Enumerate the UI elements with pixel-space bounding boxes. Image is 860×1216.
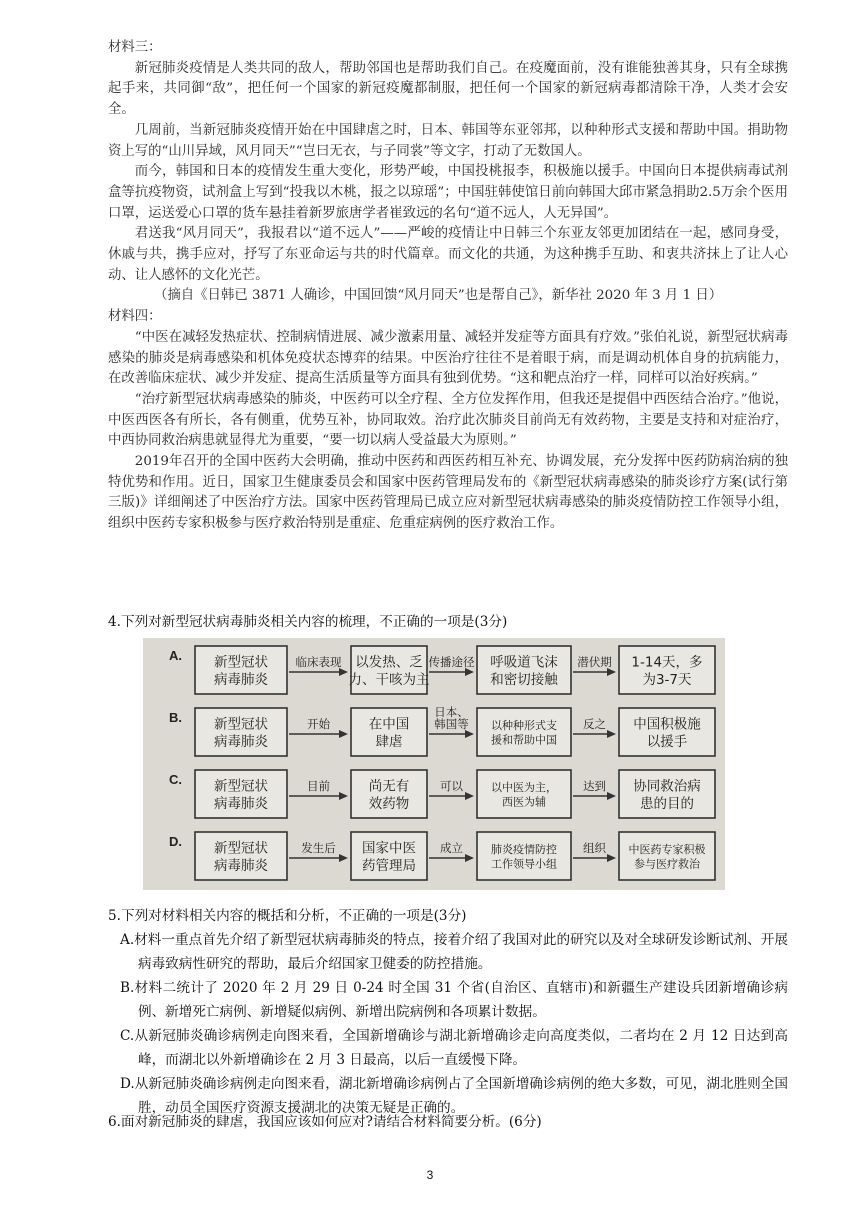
material3-paragraph-1: 新冠肺炎疫情是人类共同的敌人，帮助邻国也是帮助我们自己。在疫魔面前，没有谁能独善其身，只有全球携起手来，共同御“敌”，把任何一个国家的新冠疫魔都制服，把任何一个国家的新冠病毒都清除干净，人类才会安全。: [108, 60, 788, 118]
flow-box-text: 在中国肆虐: [368, 716, 410, 751]
page-number: 3: [426, 1168, 434, 1182]
flow-arrow-head: [465, 668, 474, 676]
flow-arrow-head: [339, 792, 348, 800]
flow-arrow-label: 达到: [583, 779, 606, 793]
flow-box-text: 中国积极施以援手: [633, 716, 701, 751]
flow-box-text: 新型冠状病毒肺炎: [214, 778, 268, 813]
flow-arrow-head: [465, 854, 474, 862]
flow-arrow-label: 组织: [583, 841, 606, 855]
flow-box-text: 呼吸道飞沫和密切接触: [490, 654, 558, 689]
material4-paragraph-3: 2019年召开的全国中医药大会明确，推动中医药和西医药相互补充、协调发展，充分发挥中医药防病治病的独特优势和作用。近日，国家卫生健康委员会和国家中医药管理局发布的《新型冠状病毒感染的肺炎诊疗方案(试行第三版)》详细阐述了中医治疗方法。国家中医药管理局已成立应对新型冠状病毒感染的肺炎疫情防控工作领导小组，组织中医药专家积极参与医疗救治特别是重症、危重症病例的医疗救治工作。: [108, 454, 788, 532]
flow-row-letter: C.: [169, 772, 182, 787]
flow-row-b: [169, 705, 715, 756]
flow-box-text: 以中医为主，西医为辅: [491, 781, 557, 809]
question-6-stem: 6.面对新冠肺炎的肆虐，我国应该如何应对?请结合材料简要分析。(6分): [108, 1114, 542, 1130]
question-5-option-d[interactable]: D.从新冠肺炎确诊病例走向图来看，湖北新增确诊病例占了全国新增确诊病例的绝大多数，可见，湖北胜则全国胜，动员全国医疗资源支援湖北的决策无疑是正确的。: [120, 1076, 788, 1116]
material4-paragraph-2: “治疗新型冠状病毒感染的肺炎，中医药可以全疗程、全方位发挥作用，但我还是提倡中西医结合治疗。”他说，中医西医各有所长，各有侧重，优势互补，协同取效。治疗此次肺炎目前尚无有效药物，主要是支持和对症治疗，中西协同救治病患就显得尤为重要，“要一切以病人受益最大为原则。”: [108, 391, 788, 449]
flow-arrow-head: [607, 854, 616, 862]
flow-row-letter: B.: [169, 710, 182, 725]
flow-box-text: 国家中医药管理局: [362, 840, 416, 875]
flow-arrow-head: [607, 792, 616, 800]
flow-row-letter: A.: [169, 648, 182, 663]
flow-arrow-label: 成立: [440, 841, 463, 855]
flow-box-text: 新型冠状病毒肺炎: [214, 654, 268, 689]
material4-label: 材料四：: [108, 309, 162, 325]
question-4-stem: 4.下列对新型冠状病毒肺炎相关内容的梳理，不正确的一项是(3分): [108, 614, 508, 630]
flow-arrow-label: 日本、韩国等: [434, 705, 469, 731]
flow-box-text: 1-14天，多为3-7天: [631, 654, 703, 689]
material3-paragraph-3: 而今，韩国和日本的疫情发生重大变化，形势严峻，中国投桃报李，积极施以援手。中国向日本提供病毒试剂盒等抗疫物资，试剂盒上写到“投我以木桃，报之以琼瑶”；中国驻韩使馆日前向韩国大邱市紧急捐助2.5万余个医用口罩，运送爱心口罩的货车悬挂着新罗旅唐学者崔致远的名句“道不远人，人无异国”。: [108, 164, 788, 221]
material3-source: （摘自《日韩已 3871 人确诊，中国回馈“风月同天”也是帮自己》，新华社 2020 年 3 月 1 日）: [154, 288, 723, 304]
flow-arrow-head: [465, 792, 474, 800]
flow-arrow-head: [607, 730, 616, 738]
flow-box-text: 以发热、乏力、干咳为主: [348, 654, 430, 689]
flow-row-a: [169, 646, 715, 694]
flow-arrow-label: 开始: [307, 717, 330, 731]
question-4-diagram: [143, 638, 725, 890]
flow-row-c: [169, 770, 715, 818]
flow-box-text: 尚无有效药物: [368, 778, 410, 813]
flow-box-text: 新型冠状病毒肺炎: [214, 716, 268, 751]
question-5-stem: 5.下列对材料相关内容的概括和分析，不正确的一项是(3分): [108, 908, 467, 924]
flowchart-svg: [143, 638, 725, 890]
question-5: [108, 904, 788, 1120]
flow-box-text: 肺炎疫情防控工作领导小组: [491, 843, 557, 871]
flow-arrow-label: 目前: [307, 779, 330, 793]
flow-box-text: 以种种形式支援和帮助中国: [491, 719, 557, 747]
question-5-option-a[interactable]: A.材料一重点首先介绍了新型冠状病毒肺炎的特点，接着介绍了我国对此的研究以及对全球研发诊断试剂、开展病毒致病性研究的帮助，最后介绍国家卫健委的防控措施。: [120, 932, 788, 972]
flow-arrow-label: 传播途径: [428, 655, 475, 669]
material3-paragraph-4: 君送我“风月同天”，我报君以“道不远人”——严峻的疫情让中日韩三个东亚友邻更加团结在一起，感同身受，休戚与共，携手应对，抒写了东亚命运与共的时代篇章。而文化的共通，为这种携手互助、和衷共济抹上了让人心动、让人感怀的文化光芒。: [108, 226, 788, 283]
material3-paragraph-2: 几周前，当新冠肺炎疫情开始在中国肆虐之时，日本、韩国等东亚邻邦，以种种形式支援和帮助中国。捐助物资上写的“山川异域，风月同天”“岂曰无衣，与子同裳”等文字，打动了无数国人。: [108, 122, 788, 159]
flow-arrow-head: [339, 730, 348, 738]
flow-arrow-head: [465, 730, 474, 738]
material-scan: [108, 38, 788, 535]
flow-arrow-label: 临床表现: [295, 655, 342, 669]
material4-paragraph-1: “中医在减轻发热症状、控制病情进展、减少激素用量、减轻并发症等方面具有疗效。”张伯礼说，新型冠状病毒感染的肺炎是病毒感染和机体免疫状态博弈的结果。中医治疗往往不是着眼于病，而是调动机体自身的抗病能力，在改善临床症状、减少并发症、提高生活质量等方面具有独到优势。“这和靶点治疗一样，同样可以治好疾病。”: [108, 329, 788, 387]
flow-arrow-head: [339, 668, 348, 676]
question-5-option-c[interactable]: C.从新冠肺炎确诊病例走向图来看，全国新增确诊与湖北新增确诊走向高度类似，二者均在 2 月 12 日达到高峰，而湖北以外新增确诊在 2 月 3 日最高，以后一直缓慢下降。: [120, 1028, 788, 1068]
flow-arrow-label: 发生后: [301, 841, 336, 855]
flow-arrow-label: 潜伏期: [577, 655, 612, 669]
flow-box-text: 中医药专家积极参与医疗救治: [628, 843, 706, 871]
flow-box-text: 新型冠状病毒肺炎: [214, 840, 268, 875]
flow-row-letter: D.: [169, 834, 182, 849]
question-5-option-b[interactable]: B.材料二统计了 2020 年 2 月 29 日 0-24 时全国 31 个省(自治区、直辖市)和新疆生产建设兵团新增确诊病例、新增死亡病例、新增疑似病例、新增出院病例和各项累计数据。: [120, 980, 788, 1020]
flow-arrow-label: 可以: [440, 779, 463, 793]
flow-row-d: [169, 832, 715, 880]
flow-arrow-label: 反之: [583, 717, 606, 731]
material3-label: 材料三：: [108, 40, 162, 55]
flow-arrow-head: [339, 854, 348, 862]
flow-box-text: 协同救治病患的目的: [633, 778, 701, 813]
flow-arrow-head: [607, 668, 616, 676]
